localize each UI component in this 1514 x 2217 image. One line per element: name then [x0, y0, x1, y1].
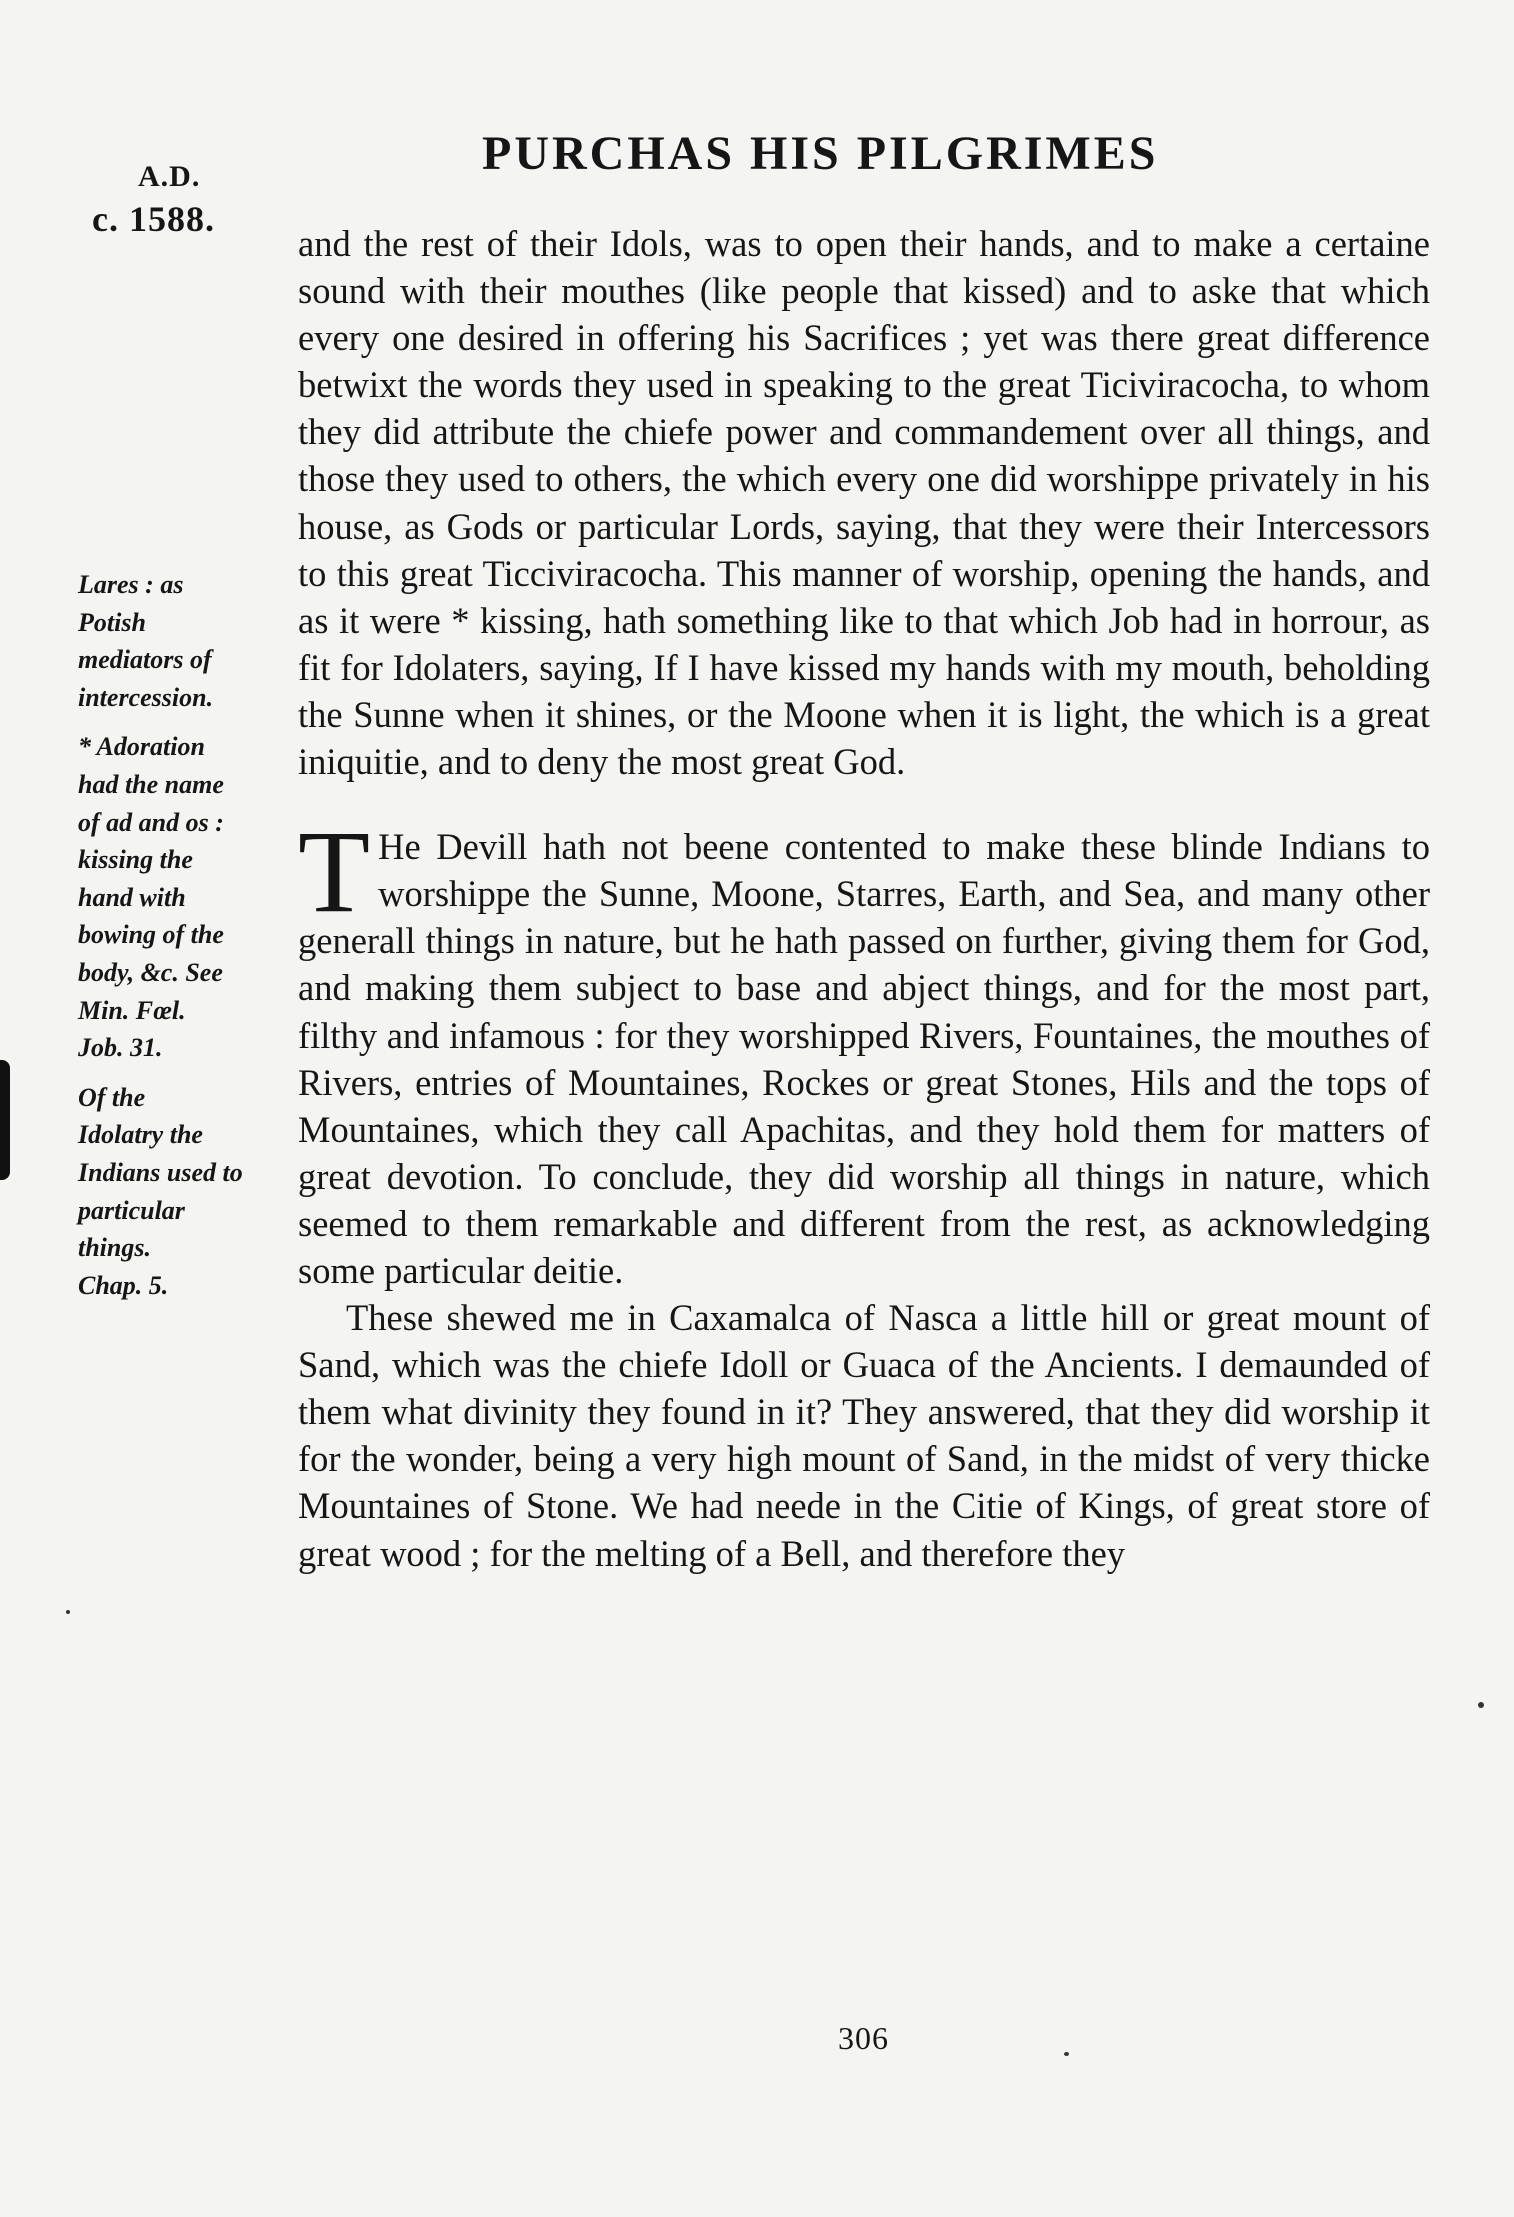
year-label: c. 1588. [92, 199, 215, 239]
paragraph-gap [298, 785, 1430, 823]
scan-speck [66, 1610, 70, 1614]
running-head: PURCHAS HIS PILGRIMES [482, 127, 1159, 180]
margin-notes [78, 566, 290, 1304]
drop-cap-initial: T [298, 806, 371, 938]
scan-speck [1064, 2052, 1069, 2056]
paragraph-3: These shewed me in Caxamalca of Nasca a little hill or great mount of Sand, which was the chiefe Idoll or Guaca of the Ancients. I demaunded of them what divinity they found in it? They answered, that they did worship it for the wonder, being a very high mount of Sand, in the midst of very thicke Mountaines of Stone. We had neede in the Citie of Kings, of great store of great wood ; for the melting of a Bell, and therefore they [298, 1297, 1430, 1574]
paragraph-1: and the rest of their Idols, was to open their hands, and to make a certaine sound with their mouthes (like people that kissed) and to aske that which every one desired in offering his Sacrifices ; yet was there great difference betwixt the words they used in speaking to the great Ticiviracocha, to whom they did attribute the chiefe power and commandement over all things, and those they used to others, the which every one did worshippe privately in his house, as Gods or particular Lords, saying, that they were their Intercessors to this great Ticciviracocha. This manner of worship, opening the hands, and as it were * kissing, hath something like to that which Job had in horrour, as fit for Idolaters, saying, If I have kissed my hands with my mouth, beholding the Sunne when it shines, or the Moone when it is light, the which is a great iniquitie, and to deny the most great God. [298, 223, 1430, 783]
margin-note-idolatry: Of the Idolatry the Indians used to particular things. Chap. 5. [78, 1082, 243, 1300]
paragraph-2 [298, 806, 1430, 1294]
page-number: 306 [838, 2020, 889, 2056]
era-label: A.D. [138, 160, 201, 193]
margin-note-lares: Lares : as Potish mediators of intercession. [78, 570, 214, 712]
margin-note-adoration: * Adoration had the name of ad and os : kissing the hand with bowing of the body, &c. See Min. Fœl. Job. 31. [78, 732, 224, 1063]
paragraph-2-text: He Devill hath not beene contented to make these blinde Indians to worshippe the Sunne, Moone, Starres, Earth, and Sea, and many other generall things in nature, but he hath passed on further, giving them for God, and making them subject to base and abject things, and for the most part, filthy and infamous : for they worshipped Rivers, Fountaines, the mouthes of Rivers, entries of Mountaines, Rockes or great Stones, Hils and the tops of Mountaines, which they call Apachitas, and they hold them for matters of great devotion. To conclude, they did worship all things in nature, which seemed to them remarkable and different from the rest, as acknowledging some particular deitie. [298, 826, 1430, 1291]
scan-speck [1478, 1702, 1484, 1708]
main-text [298, 220, 1430, 1577]
binding-shadow [0, 1060, 10, 1180]
